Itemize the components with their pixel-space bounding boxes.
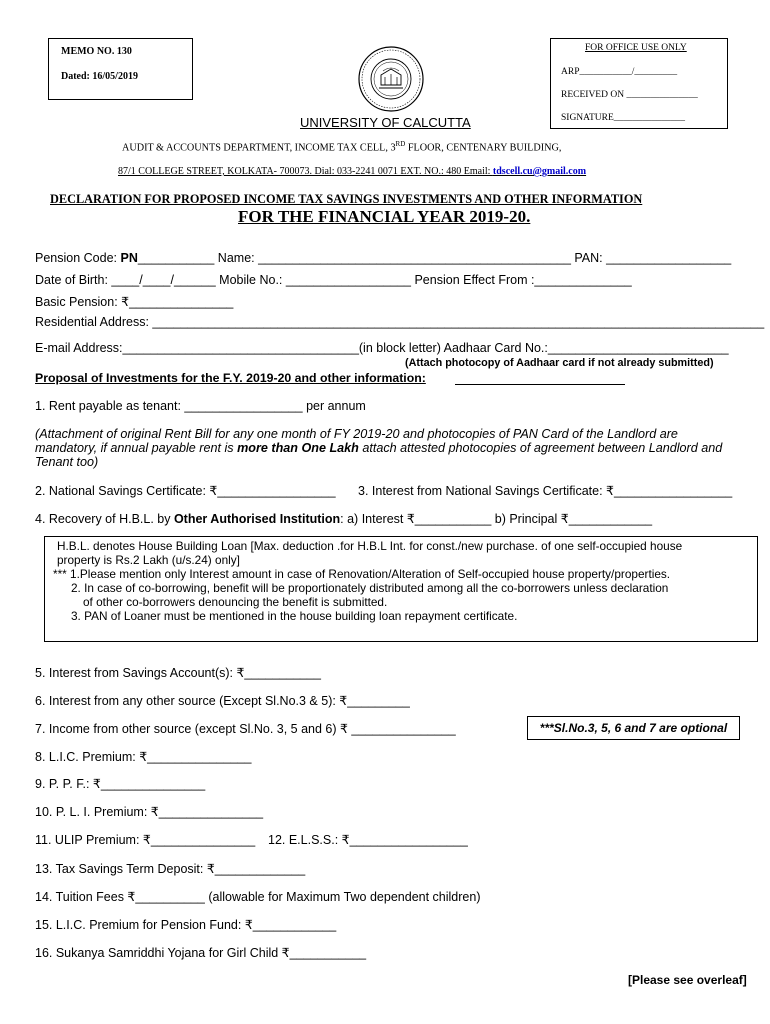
item-rent: 1. Rent payable as tenant: _________________ per annum [35, 399, 366, 413]
financial-year-title: FOR THE FINANCIAL YEAR 2019-20. [238, 207, 531, 226]
address-line: 87/1 COLLEGE STREET, KOLKATA- 700073. Dial: 033-2241 0071 EXT. NO.: 480 Email: tdscell.cu@gmail.com [118, 166, 587, 177]
department-line: AUDIT & ACCOUNTS DEPARTMENT, INCOME TAX CELL, 3RD FLOOR, CENTENARY BUILDING, [122, 140, 562, 154]
item-ppf: 9. P. P. F.: ₹_______________ [35, 777, 206, 791]
basic-pension-line: Basic Pension: ₹_______________ [35, 295, 234, 309]
office-use-box [550, 38, 728, 129]
item-lic-premium: 8. L.I.C. Premium: ₹_______________ [35, 750, 252, 764]
item-savings-interest: 5. Interest from Savings Account(s): ₹___________ [35, 666, 321, 680]
see-overleaf-note: [Please see overleaf] [628, 973, 747, 987]
item-ulip-premium: 11. ULIP Premium: ₹_______________ [35, 833, 256, 847]
item-nsc: 2. National Savings Certificate: ₹_________________ [35, 484, 336, 498]
attachment-note-line2: mandatory, if annual payable rent is more than One Lakh attach attested photocopies of agreement between Landlord and [35, 441, 723, 455]
attachment-note-line1: (Attachment of original Rent Bill for any one month of FY 2019-20 and photocopies of PAN Card of the Landlord are [35, 427, 678, 441]
declaration-title: DECLARATION FOR PROPOSED INCOME TAX SAVINGS INVESTMENTS AND OTHER INFORMATION [50, 192, 643, 206]
aadhaar-note: (Attach photocopy of Aadhaar card if not already submitted) [405, 357, 714, 369]
proposal-heading: Proposal of Investments for the F.Y. 2019-20 and other information: [35, 371, 426, 385]
item-hbl-recovery: 4. Recovery of H.B.L. by Other Authorised Institution: a) Interest ₹___________ b) Principal ₹____________ [35, 512, 653, 526]
received-on-field: RECEIVED ON _______________ [561, 90, 698, 100]
hbl-note-line5: of other co-borrowers denouncing the benefit is submitted. [83, 595, 388, 609]
university-seal-icon [357, 45, 425, 113]
optional-note: ***Sl.No.3, 5, 6 and 7 are optional [527, 716, 740, 740]
email-aadhaar-line: E-mail Address:__________________________________(in block letter) Aadhaar Card No.:__________________________ [35, 341, 729, 355]
memo-box [48, 38, 193, 100]
item-tax-saving-deposit: 13. Tax Savings Term Deposit: ₹_____________ [35, 862, 306, 876]
pension-code-line: Pension Code: PN___________ Name: _____________________________________________ PAN: __________________ [35, 251, 732, 265]
item-nsc-interest: 3. Interest from National Savings Certificate: ₹_________________ [358, 484, 733, 498]
memo-number: MEMO NO. 130 [61, 46, 132, 57]
hbl-note-line4: 2. In case of co-borrowing, benefit will be proportionately distributed among all the co-borrowers unless declaration [71, 581, 669, 595]
hbl-note-line3: *** 1.Please mention only Interest amount in case of Renovation/Alteration of Self-occupied house property/properties. [53, 567, 671, 581]
hbl-note-line6: 3. PAN of Loaner must be mentioned in the house building loan repayment certificate. [71, 609, 518, 623]
office-use-title: FOR OFFICE USE ONLY [585, 43, 687, 53]
email-link[interactable]: tdscell.cu@gmail.com [492, 166, 587, 177]
residential-address-line: Residential Address: ________________________________________________________________________________________ [35, 315, 765, 329]
item-other-income: 7. Income from other source (except Sl.No. 3, 5 and 6) ₹ _______________ [35, 722, 456, 736]
attachment-note-line3: Tenant too) [35, 455, 99, 469]
hbl-note-box [44, 536, 758, 642]
heading-underline [455, 384, 625, 385]
item-tuition-fees: 14. Tuition Fees ₹__________ (allowable for Maximum Two dependent children) [35, 890, 481, 904]
item-pli-premium: 10. P. L. I. Premium: ₹_______________ [35, 805, 264, 819]
signature-field: SIGNATURE_______________ [561, 113, 686, 123]
dob-mobile-line: Date of Birth: ____/____/______ Mobile No.: __________________ Pension Effect From :______________ [35, 273, 632, 287]
arp-field: ARP___________/_________ [561, 67, 678, 77]
hbl-note-line2: property is Rs.2 Lakh (u/s.24) only] [57, 553, 240, 567]
hbl-note-line1: H.B.L. denotes House Building Loan [Max. deduction .for H.B.L Int. for const./new purchase. of one self-occupied house [57, 539, 683, 553]
item-sukanya-samriddhi: 16. Sukanya Samriddhi Yojana for Girl Child ₹___________ [35, 946, 367, 960]
university-name: UNIVERSITY OF CALCUTTA [300, 115, 471, 130]
item-elss: 12. E.L.S.S.: ₹_________________ [268, 833, 468, 847]
item-lic-pension-fund: 15. L.I.C. Premium for Pension Fund: ₹____________ [35, 918, 337, 932]
item-other-interest: 6. Interest from any other source (Except Sl.No.3 & 5): ₹_________ [35, 694, 410, 708]
memo-date: Dated: 16/05/2019 [61, 71, 138, 82]
